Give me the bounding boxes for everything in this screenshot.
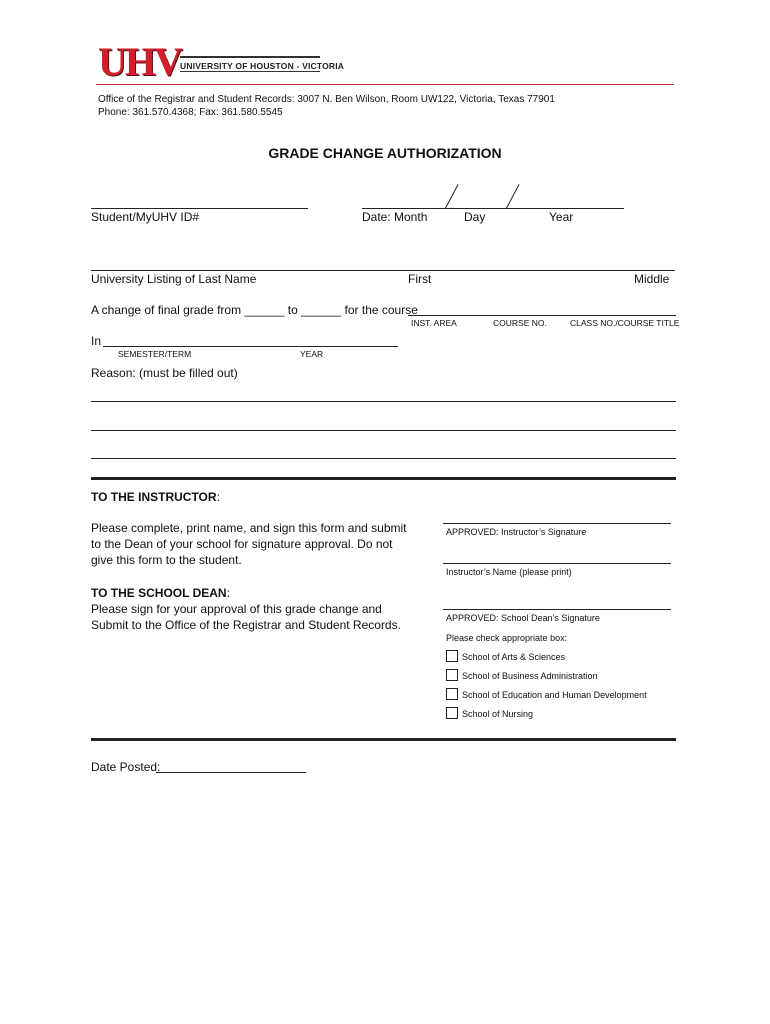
check-box-prompt: Please check appropriate box: [446,633,568,643]
first-name-label: First [408,272,432,286]
student-id-label: Student/MyUHV ID# [91,210,200,224]
date-day-label: Day [464,210,486,224]
date-month-label: Date: Month [362,210,428,224]
class-no-label: CLASS NO./COURSE TITLE [570,318,680,328]
instructor-text-3: give this form to the student. [91,553,242,567]
date-separator-1 [445,184,459,208]
section-divider [91,477,676,480]
course-no-label: COURSE NO. [493,318,547,328]
business-admin-checkbox[interactable] [446,669,458,681]
uhv-logo-mark: UHV [98,39,181,84]
instructor-text-1: Please complete, print name, and sign this form and submit [91,521,407,535]
header-rule [96,84,674,85]
name-field[interactable] [91,270,675,271]
instructor-heading: TO THE INSTRUCTOR: [91,490,220,504]
uhv-logo-wordmark: UNIVERSITY OF HOUSTON - VICTORIA [180,61,345,71]
nursing-checkbox[interactable] [446,707,458,719]
last-name-label: University Listing of Last Name [91,272,257,286]
course-field[interactable] [408,315,676,316]
instructor-name-label: Instructor’s Name (please print) [446,567,572,577]
dean-signature-label: APPROVED: School Dean’s Signature [446,613,600,623]
education-label: School of Education and Human Development [462,690,647,700]
dean-text-2: Submit to the Office of the Registrar and Student Records. [91,618,401,632]
middle-name-label: Middle [634,272,670,286]
semester-term-label: SEMESTER/TERM [118,349,192,359]
form-title: GRADE CHANGE AUTHORIZATION [268,145,502,161]
reason-line-2[interactable] [91,430,676,431]
reason-line-3[interactable] [91,458,676,459]
in-label: In [91,334,102,348]
date-separator-2 [506,184,520,208]
semester-year-label: YEAR [300,349,324,359]
date-posted-label: Date Posted: [91,760,161,774]
logo-bar-bottom [180,71,320,72]
date-year-label: Year [549,210,574,224]
grade-change-label: A change of final grade from ______ to ______ for the course [91,303,418,317]
reason-line-1[interactable] [91,401,676,402]
instructor-signature-field[interactable] [443,523,671,524]
dean-heading: TO THE SCHOOL DEAN: [91,586,230,600]
office-address: Office of the Registrar and Student Records: 3007 N. Ben Wilson, Room UW122, Victoria, Texas 77901 [98,94,555,105]
semester-field[interactable] [103,346,398,347]
business-admin-label: School of Business Administration [462,671,598,681]
inst-area-label: INST. AREA [411,318,457,328]
dean-signature-field[interactable] [443,609,671,610]
date-posted-field[interactable] [156,772,306,773]
instructor-text-2: to the Dean of your school for signature approval. Do not [91,537,393,551]
office-phone: Phone: 361.570.4368; Fax: 361.580.5545 [98,107,283,118]
dean-text-1: Please sign for your approval of this grade change and [91,602,382,616]
education-checkbox[interactable] [446,688,458,700]
date-field[interactable] [362,208,624,209]
arts-sciences-checkbox[interactable] [446,650,458,662]
instructor-name-field[interactable] [443,563,671,564]
instructor-signature-label: APPROVED: Instructor’s Signature [446,527,587,537]
arts-sciences-label: School of Arts & Sciences [462,652,566,662]
reason-label: Reason: (must be filled out) [91,366,238,380]
logo-bar-top [180,56,320,58]
nursing-label: School of Nursing [462,709,534,719]
student-id-field[interactable] [91,208,308,209]
footer-divider [91,738,676,741]
